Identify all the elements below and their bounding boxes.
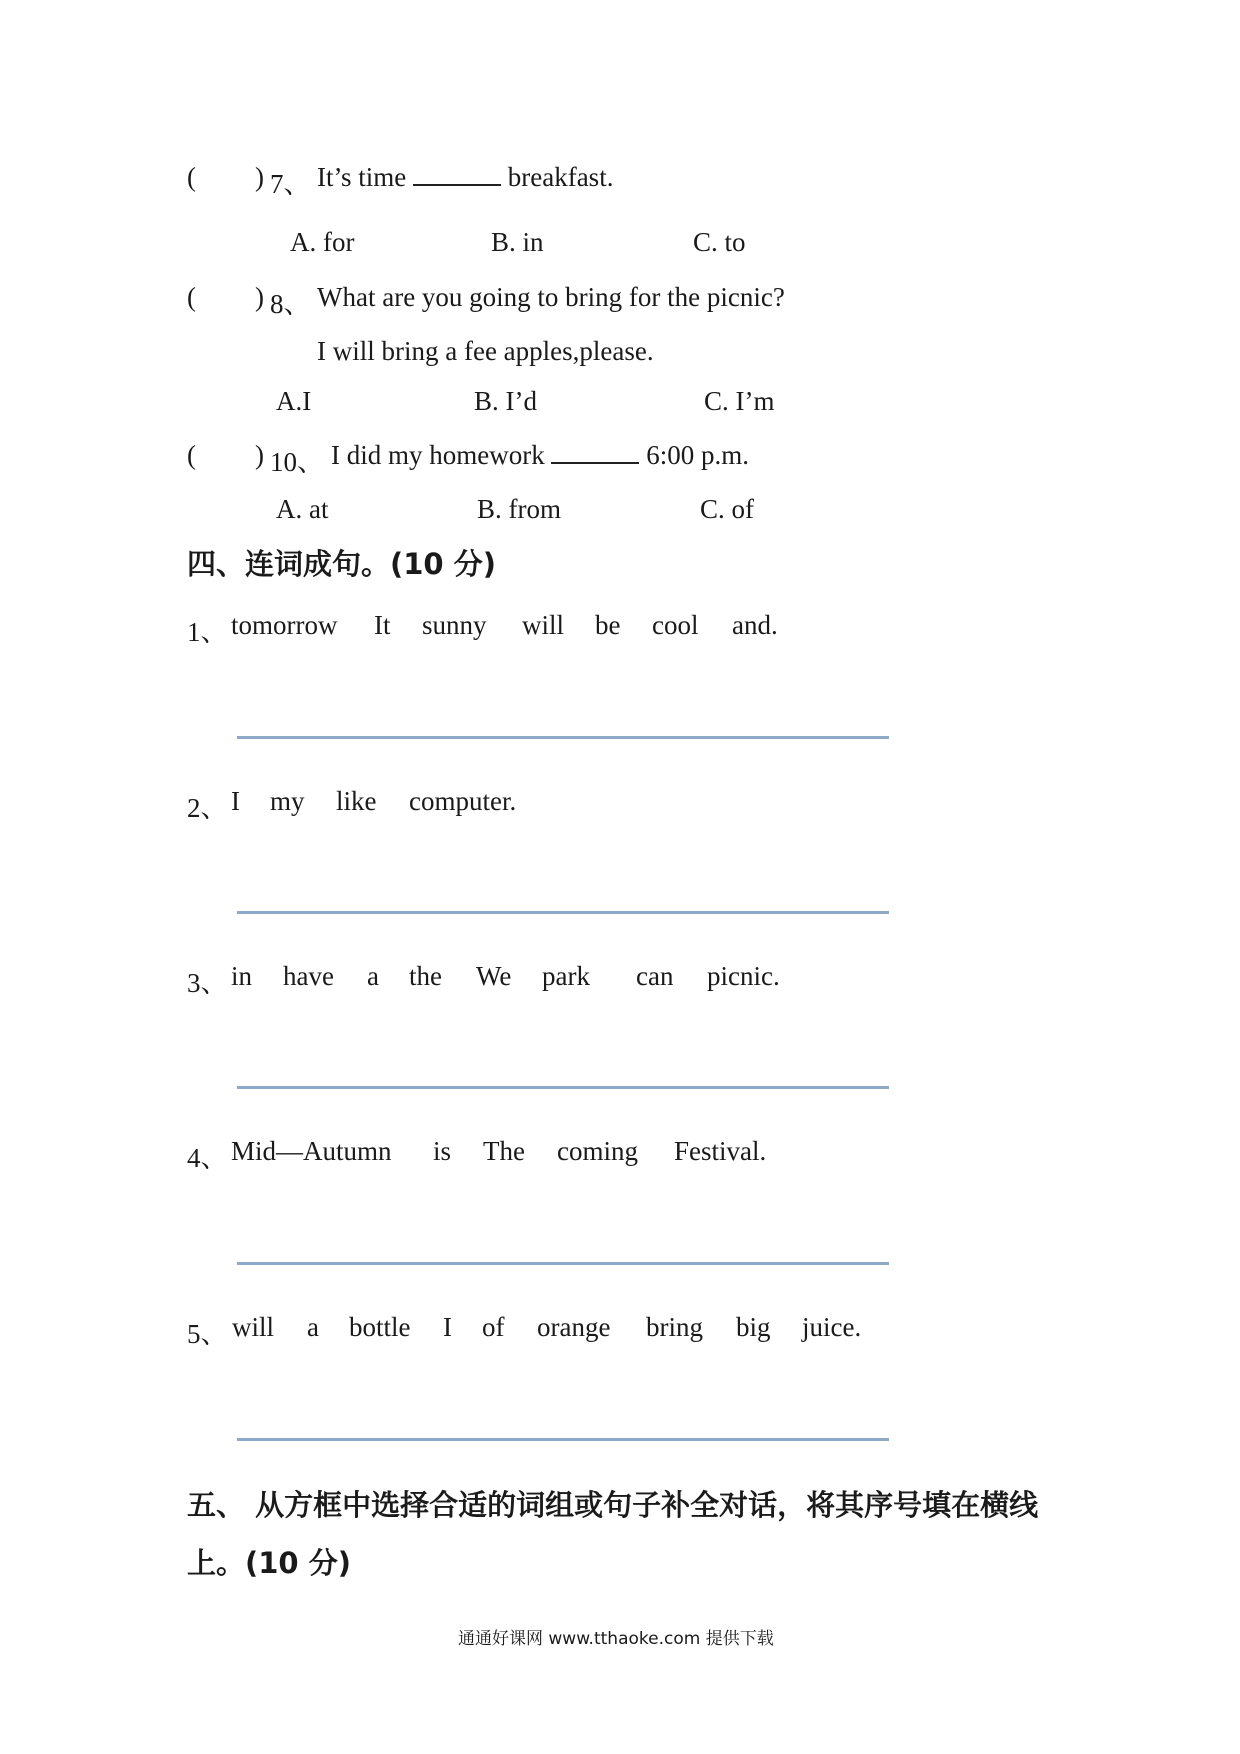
word: sunny [422, 610, 487, 640]
word: computer. [409, 786, 517, 816]
question-number: 8、 [270, 289, 311, 319]
answer-paren-open: ( [187, 282, 196, 312]
option-c: C. to [693, 227, 746, 257]
word: park [542, 961, 590, 991]
word: of [482, 1312, 505, 1342]
word: coming [557, 1136, 638, 1166]
word: the [409, 961, 442, 991]
item-number: 4、 [187, 1143, 228, 1173]
word: will [522, 610, 565, 640]
word: my [270, 786, 305, 816]
word: can [636, 961, 674, 991]
word: cool [652, 610, 699, 640]
option-a: A. for [290, 227, 355, 257]
question-stem: What are you going to bring for the picnic? [317, 282, 785, 312]
section-5-heading-line2: 上。(10 分) [187, 1546, 351, 1580]
item-number: 1、 [187, 617, 228, 647]
word: in [231, 961, 253, 991]
answer-paren-close: ) [255, 440, 264, 470]
option-b: B. from [477, 494, 561, 524]
question-number: 10、 [270, 447, 324, 477]
word: Mid—Autumn [231, 1136, 392, 1166]
word: juice. [802, 1312, 862, 1342]
word: I [443, 1312, 452, 1342]
word: will [232, 1312, 275, 1342]
fill-blank [413, 164, 501, 186]
word: big [736, 1312, 771, 1342]
answer-paren-open: ( [187, 440, 196, 470]
footer-credit: 通通好课网 www.tthaoke.com 提供下载 [458, 1629, 774, 1649]
fill-blank [551, 442, 639, 464]
item-number: 5、 [187, 1319, 228, 1349]
word: is [433, 1136, 452, 1166]
word: orange [537, 1312, 611, 1342]
word: and. [732, 610, 778, 640]
word: tomorrow [231, 610, 338, 640]
option-a: A.I [276, 386, 312, 416]
section-5-heading-line1: 五、 从方框中选择合适的词组或句子补全对话，将其序号填在横线 [187, 1488, 1039, 1522]
word: bottle [349, 1312, 411, 1342]
answer-paren-close: ) [255, 282, 264, 312]
answer-line [237, 1086, 889, 1089]
word: be [595, 610, 621, 640]
word: a [367, 961, 379, 991]
question-stem [317, 162, 613, 193]
section-4-heading: 四、连词成句。(10 分) [187, 547, 496, 581]
stem-before: I did my homework [331, 440, 545, 470]
question-stem [331, 440, 749, 471]
word: a [307, 1312, 319, 1342]
item-number: 2、 [187, 793, 228, 823]
word: We [476, 961, 512, 991]
option-b: B. in [491, 227, 544, 257]
answer-line [237, 1438, 889, 1441]
answer-line [237, 911, 889, 914]
stem-after: 6:00 p.m. [646, 440, 749, 470]
word: picnic. [707, 961, 780, 991]
word: like [336, 786, 377, 816]
word: It [374, 610, 391, 640]
stem-after: breakfast. [507, 162, 614, 192]
word: I [231, 786, 240, 816]
word: The [483, 1136, 525, 1166]
word: bring [646, 1312, 703, 1342]
question-number: 7、 [270, 169, 311, 199]
word: have [283, 961, 334, 991]
word: Festival. [674, 1136, 767, 1166]
stem-before: It’s time [317, 162, 407, 192]
option-b: B. I’d [474, 386, 537, 416]
item-number: 3、 [187, 968, 228, 998]
answer-paren-close: ) [255, 162, 264, 192]
option-c: C. I’m [704, 386, 775, 416]
answer-paren-open: ( [187, 162, 196, 192]
option-a: A. at [276, 494, 329, 524]
question-stem-line2: I will bring a fee apples,please. [317, 336, 654, 366]
answer-line [237, 1262, 889, 1265]
answer-line [237, 736, 889, 739]
option-c: C. of [700, 494, 754, 524]
